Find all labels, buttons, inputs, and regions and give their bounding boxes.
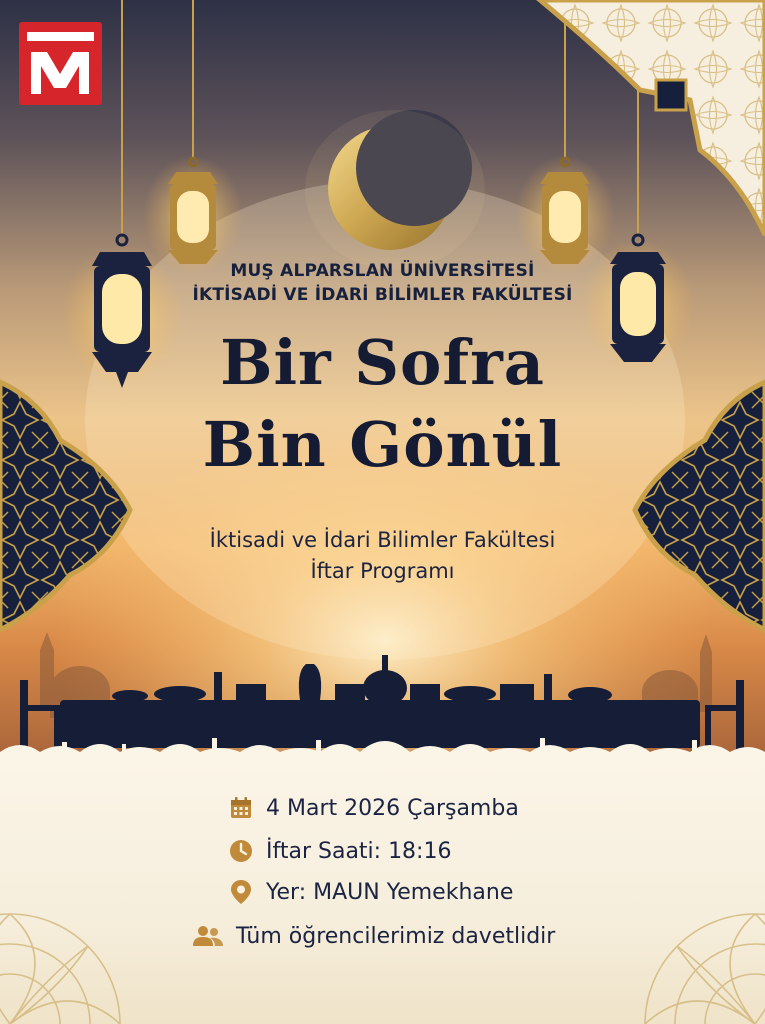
university-line-1: MUŞ ALPARSLAN ÜNİVERSİTESİ bbox=[230, 261, 535, 281]
people-icon bbox=[192, 923, 224, 949]
title-line-1: Bir Sofra bbox=[220, 326, 545, 399]
university-name bbox=[0, 259, 765, 307]
invitation-text: Tüm öğrencilerimiz davetlidir bbox=[236, 923, 556, 949]
event-date: 4 Mart 2026 Çarşamba bbox=[266, 795, 519, 821]
iftar-time: İftar Saati: 18:16 bbox=[266, 838, 452, 864]
time-row bbox=[228, 833, 451, 869]
event-subtitle bbox=[0, 525, 765, 587]
title-line-2: Bin Gönül bbox=[202, 408, 563, 481]
location-pin-icon bbox=[228, 879, 254, 905]
event-title bbox=[0, 322, 765, 486]
calendar-icon bbox=[228, 795, 254, 821]
ornament-bottom-left bbox=[0, 878, 130, 1024]
university-line-2: İKTİSADİ VE İDARİ BİLİMLER FAKÜLTESİ bbox=[192, 285, 573, 305]
ornament-bottom-right bbox=[635, 878, 765, 1024]
clock-icon bbox=[228, 838, 254, 864]
event-location: Yer: MAUN Yemekhane bbox=[266, 879, 514, 905]
location-row bbox=[228, 874, 513, 910]
subtitle-line-1: İktisadi ve İdari Bilimler Fakültesi bbox=[209, 528, 556, 552]
date-row bbox=[228, 790, 519, 826]
university-logo bbox=[19, 22, 102, 105]
invitation-row bbox=[192, 918, 555, 954]
subtitle-line-2: İftar Programı bbox=[310, 559, 455, 583]
